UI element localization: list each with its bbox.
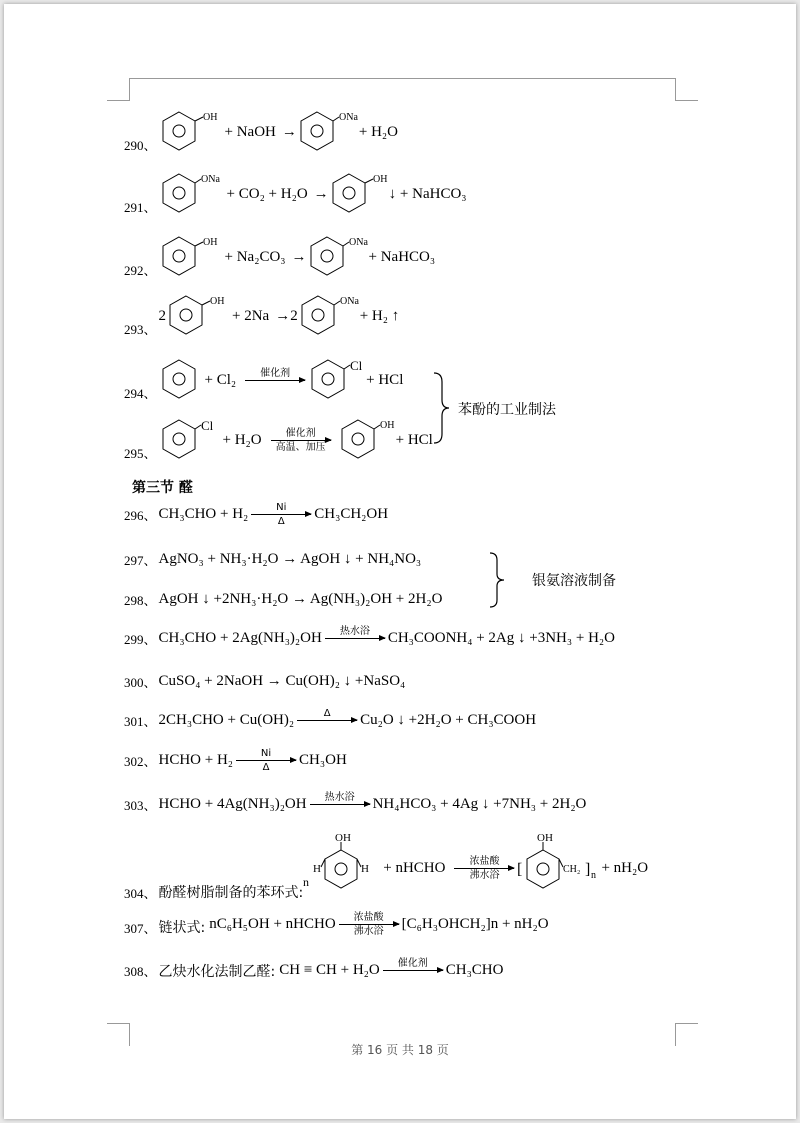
reaction-299 <box>124 626 615 651</box>
condition-bottom: Δ <box>277 516 285 527</box>
svg-text:[: [ <box>517 861 523 878</box>
condition-top: 浓盐酸 <box>353 912 384 923</box>
condition-arrow <box>310 792 370 817</box>
svg-text:OH: OH <box>202 112 217 123</box>
reaction-number: 290、 <box>124 138 157 153</box>
rhs: CH₃COONH₄ + 2Ag ↓ +3NH₃ + H₂O <box>387 630 615 646</box>
svg-text:Cl: Cl <box>350 358 363 373</box>
reaction-298 <box>124 590 442 609</box>
svg-text:ONa: ONa <box>339 296 359 307</box>
section-heading: 第三节 醛 <box>132 480 193 496</box>
reaction-arrow: → <box>275 307 291 324</box>
svg-text:ONa: ONa <box>338 112 358 123</box>
phenol-icon <box>329 172 389 216</box>
coefficient: 2 <box>158 307 167 324</box>
equation: AgNO₃ + NH₃·H₂O → AgOH ↓ + NH₄NO₃ <box>158 551 422 567</box>
reaction-number: 291、 <box>124 200 157 215</box>
right-brace-icon <box>432 372 452 444</box>
reagent: + Na₂CO₃ <box>224 248 286 265</box>
svg-text:CH₂: CH₂ <box>563 864 581 875</box>
reaction-293 <box>124 294 399 338</box>
svg-text:ONa: ONa <box>200 174 220 185</box>
reagent: + CO₂ + H₂O <box>226 185 308 202</box>
equation: CuSO₄ + 2NaOH → Cu(OH)₂ ↓ +NaSO₄ <box>158 673 406 689</box>
reaction-number: 292、 <box>124 263 157 278</box>
header-rule <box>129 78 675 79</box>
chlorobenzene-icon <box>308 358 366 402</box>
svg-text:ONa: ONa <box>348 237 368 248</box>
reagent: + 2Na <box>232 307 270 324</box>
rhs: NH₄HCO₃ + 4Ag ↓ +7NH₃ + 2H₂O <box>372 796 587 812</box>
svg-text:OH: OH <box>335 834 352 844</box>
product-tail: ↓ + NaHCO₃ <box>388 185 467 202</box>
reagent: + NaOH <box>224 123 276 140</box>
reaction-296 <box>124 502 388 527</box>
condition-top: 催化剂 <box>397 958 428 969</box>
reaction-number: 297、 <box>124 553 157 568</box>
reaction-304 <box>124 834 648 902</box>
document-page <box>4 4 796 1119</box>
condition-top: 催化剂 <box>285 427 316 439</box>
condition-arrow <box>271 428 331 453</box>
svg-text:n: n <box>303 875 310 889</box>
condition-top: Δ <box>323 708 331 719</box>
condition-arrow <box>383 958 443 983</box>
condition-arrow <box>245 368 305 393</box>
lhs: HCHO + 4Ag(NH₃)₂OH <box>158 796 307 812</box>
reaction-number: 300、 <box>124 675 157 690</box>
svg-text:OH: OH <box>202 237 217 248</box>
condition-arrow <box>325 626 385 651</box>
condition-arrow <box>339 912 399 937</box>
benzene-icon <box>159 358 199 402</box>
rhs: Cu₂O ↓ +2H₂O + CH₃COOH <box>360 712 537 728</box>
reaction-number: 299、 <box>124 632 157 647</box>
svg-text:Cl: Cl <box>200 418 213 433</box>
reaction-label: 乙炔水化法制乙醛: <box>158 963 276 980</box>
reaction-308 <box>124 958 503 983</box>
condition-top: 催化剂 <box>260 367 291 379</box>
product-tail: + HCl <box>366 371 404 388</box>
condition-arrow <box>454 856 514 881</box>
phenolic-resin-icon <box>517 834 601 902</box>
condition-arrow <box>251 502 311 527</box>
condition-top: 浓盐酸 <box>469 855 500 867</box>
condition-top: Ni <box>276 502 287 513</box>
svg-text:OH: OH <box>537 834 554 844</box>
reaction-291 <box>124 172 467 216</box>
reaction-number: 293、 <box>124 322 157 337</box>
phenol-icon <box>334 418 396 462</box>
reagent: + H₂O <box>222 431 262 448</box>
phenol-icon <box>159 110 219 154</box>
crop-mark-top-left <box>107 78 130 101</box>
sodium-phenoxide-icon <box>159 172 221 216</box>
condition-bottom: 高温、加压 <box>275 441 326 453</box>
reaction-295 <box>124 418 433 462</box>
lhs: CH₃CHO + H₂ <box>158 506 249 522</box>
reaction-301 <box>124 708 536 733</box>
reaction-number: 302、 <box>124 754 157 769</box>
reaction-303 <box>124 792 586 817</box>
note-industrial: 苯酚的工业制法 <box>458 402 556 418</box>
condition-bottom: Δ <box>262 762 270 773</box>
coefficient: 2 <box>290 307 298 324</box>
reaction-number: 296、 <box>124 508 157 523</box>
lhs: CH ≡ CH + H₂O <box>279 962 380 978</box>
svg-text:n: n <box>591 870 597 881</box>
condition-arrow <box>297 708 357 733</box>
lhs: 2CH₃CHO + Cu(OH)₂ <box>158 712 295 728</box>
rhs: CH₃CH₂OH <box>314 506 389 522</box>
reaction-290 <box>124 110 398 154</box>
right-brace-icon <box>488 552 508 608</box>
reaction-number: 308、 <box>124 964 157 979</box>
condition-top: Ni <box>260 748 272 759</box>
reaction-297 <box>124 550 421 569</box>
lhs: CH₃CHO + 2Ag(NH₃)₂OH <box>158 630 322 646</box>
reaction-number: 301、 <box>124 714 157 729</box>
rhs: CH₃CHO <box>445 962 504 978</box>
svg-text:H: H <box>313 863 322 875</box>
reaction-302 <box>124 748 347 773</box>
svg-text:]: ] <box>585 861 591 878</box>
reaction-number: 294、 <box>124 386 157 401</box>
condition-top: 热水浴 <box>339 626 370 637</box>
reaction-number: 295、 <box>124 446 157 461</box>
phenol-icon <box>166 294 226 338</box>
reaction-arrow: → <box>281 123 297 140</box>
product-tail: + nH₂O <box>601 859 649 876</box>
reaction-label: 链状式: <box>158 920 206 936</box>
reaction-300 <box>124 672 405 691</box>
reagent: + nHCHO <box>383 859 446 876</box>
reaction-294 <box>124 358 403 402</box>
svg-text:OH: OH <box>379 420 395 431</box>
note-silver: 银氨溶液制备 <box>532 573 616 589</box>
reaction-292 <box>124 235 435 279</box>
sodium-phenoxide-icon <box>298 294 360 338</box>
phenol-monomer-icon <box>303 834 377 902</box>
product-tail: + NaHCO₃ <box>368 248 436 265</box>
product-tail: + H₂O <box>358 123 398 140</box>
svg-text:OH: OH <box>372 174 388 185</box>
reaction-number: 307、 <box>124 921 157 936</box>
reaction-arrow: → <box>291 248 307 265</box>
svg-text:H: H <box>361 863 370 875</box>
reaction-number: 298、 <box>124 593 157 608</box>
reagent: + Cl₂ <box>204 371 237 388</box>
condition-top: 热水浴 <box>324 792 355 803</box>
page-footer: 第 16 页 共 18 页 <box>351 1043 449 1057</box>
rhs: [C₆H₃OHCH₂]n + nH₂O <box>401 916 549 932</box>
product-tail: + HCl <box>395 431 433 448</box>
lhs: HCHO + H₂ <box>158 752 234 768</box>
reaction-label: 酚醛树脂制备的苯环式: <box>158 885 304 901</box>
condition-bottom: 沸水浴 <box>353 926 384 937</box>
rhs: CH₃OH <box>299 752 347 768</box>
lhs: nC₆H₅OH + nHCHO <box>209 916 336 932</box>
sodium-phenoxide-icon <box>307 235 369 279</box>
product-tail: + H₂ ↑ <box>359 307 400 324</box>
condition-arrow <box>236 748 296 773</box>
condition-bottom: 沸水浴 <box>469 869 500 881</box>
chlorobenzene-icon <box>159 418 217 462</box>
phenol-icon <box>159 235 219 279</box>
reaction-number: 303、 <box>124 798 157 813</box>
reaction-arrow: → <box>313 185 329 202</box>
reaction-307 <box>124 912 549 937</box>
crop-mark-top-right <box>675 78 698 101</box>
equation: AgOH ↓ +2NH₃·H₂O → Ag(NH₃)₂OH + 2H₂O <box>158 591 443 607</box>
reaction-number: 304、 <box>124 886 157 901</box>
svg-text:OH: OH <box>210 296 225 307</box>
sodium-phenoxide-icon <box>297 110 359 154</box>
